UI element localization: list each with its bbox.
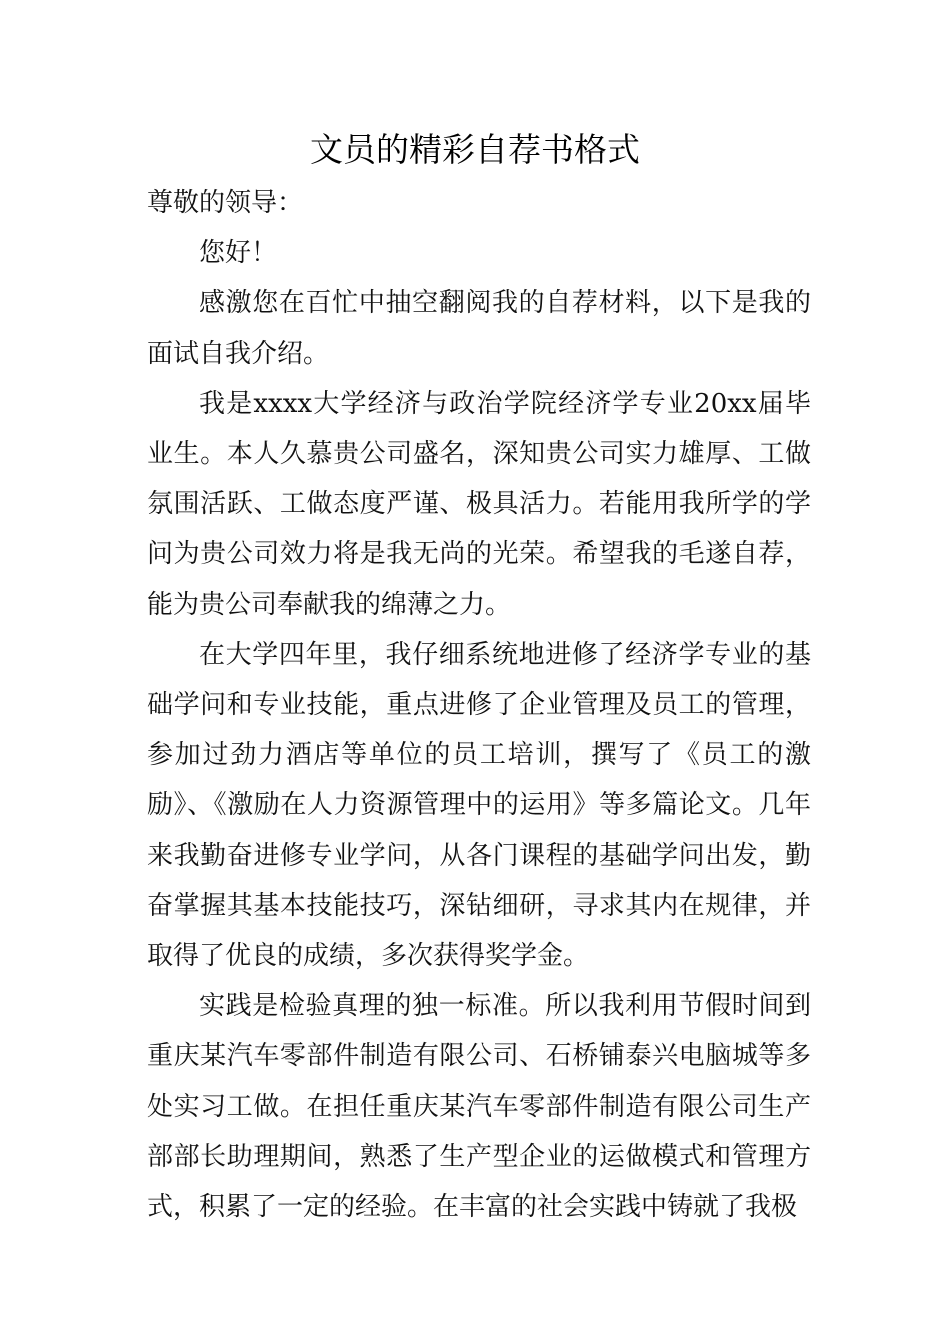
paragraph-study: 在大学四年里，我仔细系统地进修了经济学专业的基础学问和专业技能，重点进修了企业管理及员工的管理，参加过劲力酒店等单位的员工培训，撰写了《员工的激励》、《激励在人力资源管理中的运用》等多篇论文。几年来我勤奋进修专业学问，从各门课程的基础学问出发，勤奋掌握其基本技能技巧，深钻细研，寻求其内在规律，并取得了优良的成绩，多次获得奖学金。	[147, 639, 811, 972]
paragraph-background: 我是xxxx大学经济与政治学院经济学专业20xx届毕业生。本人久慕贵公司盛名，深知贵公司实力雄厚、工做氛围活跃、工做态度严谨、极具活力。若能用我所学的学问为贵公司效力将是我无尚的光荣。希望我的毛遂自荐，能为贵公司奉献我的绵薄之力。	[147, 388, 811, 620]
salutation: 尊敬的领导：	[147, 188, 304, 218]
greeting: 您好！	[199, 238, 278, 269]
paragraph-practice: 实践是检验真理的独一标准。所以我利用节假时间到重庆某汽车零部件制造有限公司、石桥铺泰兴电脑城等多处实习工做。在担任重庆某汽车零部件制造有限公司生产部部长助理期间，熟悉了生产型企业的运做模式和管理方式，积累了一定的经验。在丰富的社会实践中铸就了我极	[147, 991, 811, 1223]
document-body	[147, 178, 811, 1232]
paragraph-intro: 感激您在百忙中抽空翻阅我的自荐材料，以下是我的面试自我介绍。	[147, 288, 811, 369]
document-title: 文员的精彩自荐书格式	[310, 130, 640, 169]
